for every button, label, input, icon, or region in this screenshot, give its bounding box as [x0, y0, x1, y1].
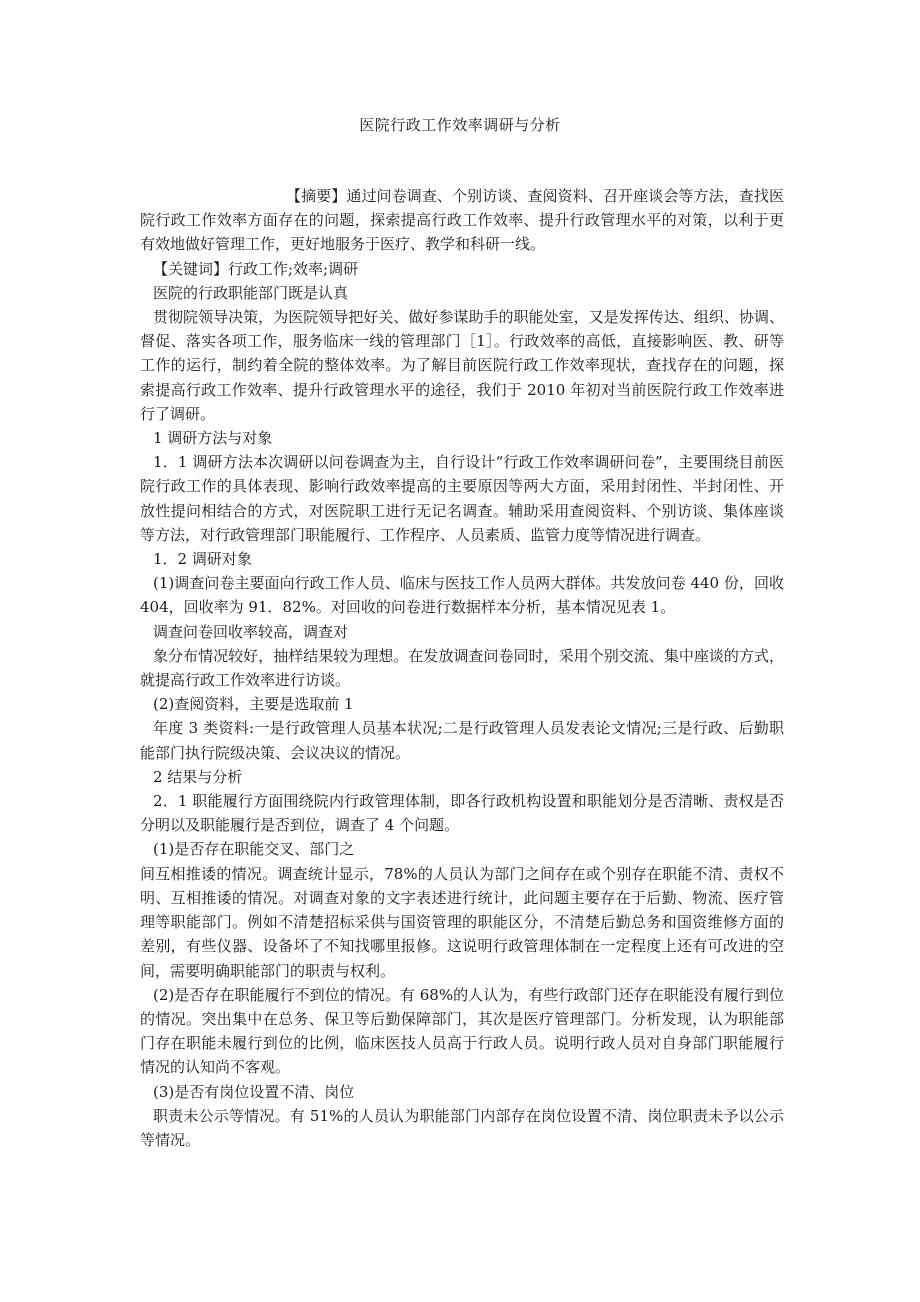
document-title: 医院行政工作效率调研与分析: [359, 116, 561, 134]
paragraph: 年度 3 类资料:一是行政管理人员基本状况;二是行政管理人员发表论文情况;三是行政、后勤职能部门执行院级决策、会议决议的情况。: [140, 719, 784, 762]
paragraph: 职责未公示等情况。有 51%的人员认为职能部门内部存在岗位设置不清、岗位职责未予以公示等情况。: [140, 1106, 784, 1149]
paragraph: (1)调查问卷主要面向行政工作人员、临床与医技工作人员两大群体。共发放问卷 440 份，回收 404，回收率为 91．82%。对回收的问卷进行数据样本分析，基本情况见表 1。: [140, 574, 784, 617]
paragraph: 象分布情况较好，抽样结果较为理想。在发放调查问卷同时，采用个别交流、集中座谈的方式，就提高行政工作效率进行访谈。: [140, 646, 784, 690]
paragraph: (1)是否存在职能交叉、部门之: [153, 840, 355, 859]
paragraph: 2．1 职能履行方面围绕院内行政管理体制，即各行政机构设置和职能划分是否清晰、责权是否分明以及职能履行是否到位，调查了 4 个问题。: [140, 792, 784, 835]
paragraph: 医院的行政职能部门既是认真: [153, 283, 349, 302]
paragraph: 【关键词】行政工作;效率;调研: [153, 259, 359, 278]
paragraph: 调查问卷回收率较高，调查对: [153, 622, 349, 641]
paragraph: (2)是否存在职能履行不到位的情况。有 68%的人认为，有些行政部门还存在职能没有履行到位的情况。突出集中在总务、保卫等后勤保障部门，其次是医疗管理部门。分析发现，认为职能部门存在职能未履行到位的比例，临床医技人员高于行政人员。说明行政人员对自身部门职能履行情况的认知尚不客观。: [140, 985, 784, 1077]
paragraph: 1．2 调研对象: [153, 550, 252, 569]
paragraph: 贯彻院领导决策，为医院领导把好关、做好参谋助手的职能处室，又是发挥传达、组织、协调、督促、落实各项工作，服务临床一线的管理部门［1］。行政效率的高低，直接影响医、教、研等工作的运行，制约着全院的整体效率。为了解目前医院行政工作效率现状，查找存在的问题，探索提高行政工作效率、提升行政管理水平的途径，我们于 2010 年初对当前医院行政工作效率进行了调研。: [140, 308, 784, 423]
paragraph: 1．1 调研方法本次调研以问卷调查为主，自行设计“行政工作效率调研问卷”，主要围绕目前医院行政工作的具体表现、影响行政效率提高的主要原因等两大方面，采用封闭性、半封闭性、开放性提问相结合的方式，对医院职工进行无记名调查。辅助采用查阅资料、个别访谈、集体座谈等方法，对行政管理部门职能履行、工作程序、人员素质、监管力度等情况进行调查。: [140, 453, 784, 544]
paragraph: (2)查阅资料，主要是选取前 1: [153, 695, 354, 714]
paragraph: 【摘要】通过问卷调查、个别访谈、查阅资料、召开座谈会等方法，查找医院行政工作效率方面存在的问题，探索提高行政工作效率、提升行政管理水平的对策，以利于更有效地做好管理工作，更好地服务于医疗、教学和科研一线。: [140, 187, 784, 254]
paragraph: 间互相推诿的情况。调查统计显示，78%的人员认为部门之间存在或个别存在职能不清、责权不明、互相推诿的情况。对调查对象的文字表述进行统计，此问题主要存在于后勤、物流、医疗管理等职能部门。例如不清楚招标采供与国资管理的职能区分，不清楚后勤总务和国资维修方面的差别，有些仪器、设备坏了不知找哪里报修。这说明行政管理体制在一定程度上还有可改进的空间，需要明确职能部门的职责与权利。: [140, 864, 784, 980]
document-body: [140, 184, 784, 1152]
paragraph: 2 结果与分析: [153, 767, 243, 786]
paragraph: 1 调研方法与对象: [153, 429, 273, 448]
paragraph: (3)是否有岗位设置不清、岗位: [153, 1082, 355, 1101]
